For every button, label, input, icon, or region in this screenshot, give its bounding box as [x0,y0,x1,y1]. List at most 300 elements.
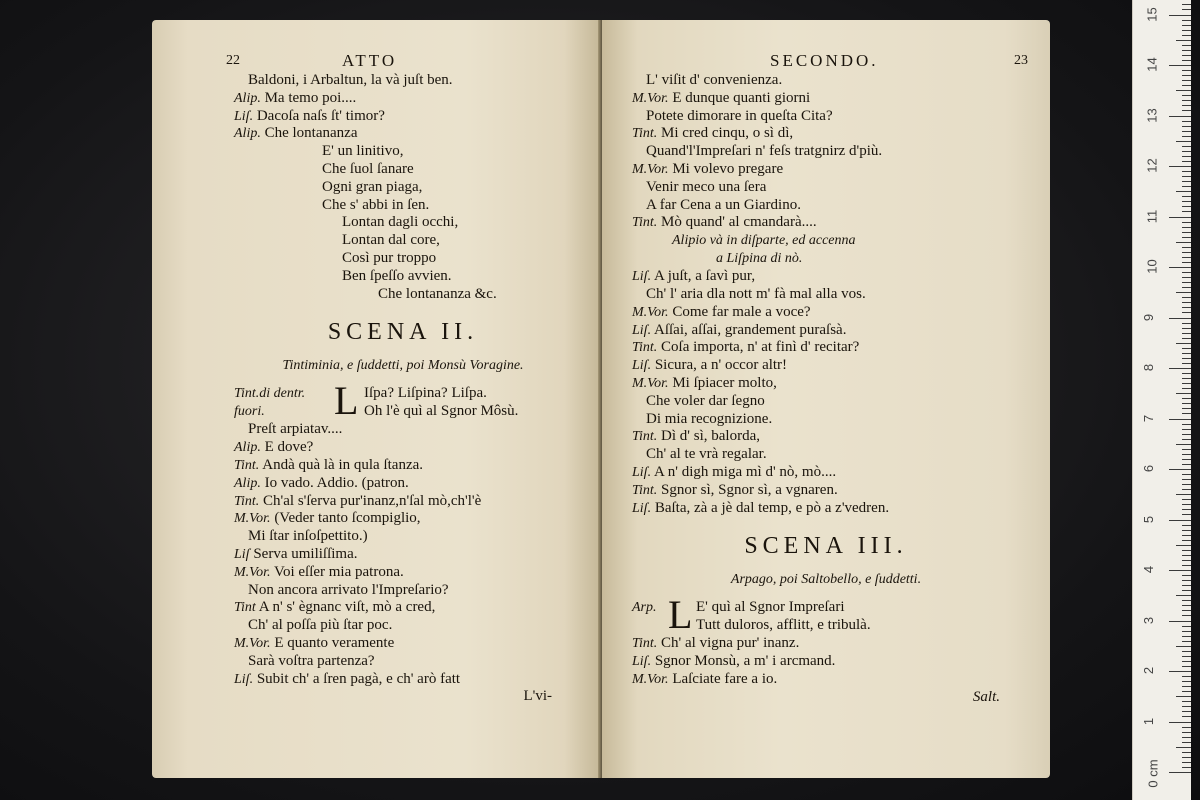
line-text: Sgnor sì, Sgnor sì, a vgnaren. [661,481,838,498]
ruler-tick [1169,671,1191,672]
line-text: A n' s' ègnanc viſt, mò a cred, [258,599,436,616]
ruler-tick [1182,60,1191,61]
line-text: Voi eſſer mia patrona. [274,563,404,580]
text-line [632,72,1020,90]
ruler-tick [1182,181,1191,182]
speaker-label: M.Vor. [234,635,271,651]
ruler-tick [1182,701,1191,702]
speaker-label: M.Vor. [234,564,271,580]
ruler-tick [1182,121,1191,122]
line-text: Andà quà là in qula ſtanza. [262,456,424,473]
speaker-label: Alip. [234,440,261,456]
ruler-tick [1182,353,1191,354]
ruler-tick [1182,656,1191,657]
speaker-label: Tint. [632,340,658,356]
line-text: Preſt arpiatav.... [248,421,343,438]
speaker-label: Liſ. [632,322,652,338]
ruler-tick [1176,393,1191,394]
line-text: (Veder tanto ſcompiglio, [274,510,421,527]
ruler-tick [1182,575,1191,576]
ruler-tick [1182,50,1191,51]
ruler-tick [1182,323,1191,324]
ruler-tick [1182,489,1191,490]
page-number-right: 23 [1014,53,1028,68]
ruler-tick [1176,494,1191,495]
running-head-left [226,51,572,72]
line-text: Subit ch' a ſren pagà, e ch' arò fatt [256,670,461,687]
speaker-label: Alip. [234,126,261,142]
ruler-tick [1182,560,1191,561]
ruler-tick [1182,403,1191,404]
line-text: Venir meco una ſera [646,178,767,195]
speaker-label: Liſ. [632,358,652,374]
ruler-tick [1182,651,1191,652]
ruler-number: 1 [1141,717,1157,725]
speaker-label: M.Vor. [632,90,669,106]
ruler-tick [1182,742,1191,743]
text-line [632,464,1020,482]
ruler-tick [1182,525,1191,526]
ruler-tick [1182,600,1191,601]
ruler-tick [1182,555,1191,556]
ruler-tick [1182,434,1191,435]
drop-tag-1: Tint.di dentr. [234,386,306,402]
line-text: Sicura, a n' occor altr! [654,357,788,374]
ruler-tick [1182,479,1191,480]
drop-line-2-right: Tutt duloros, afflitt, e tribulà. [696,617,871,634]
ruler-tick [1182,363,1191,364]
ruler-tick [1182,307,1191,308]
line-text: E dunque quanti giorni [672,89,811,106]
line-text: Quand'l'Impreſari n' feſs tratgnirz d'più. [646,143,883,160]
ruler-tick [1182,398,1191,399]
text-line [632,446,1020,464]
ruler-tick [1176,343,1191,344]
stage-direction-mid-2: a Liſpina di nò. [716,251,803,267]
line-text: Ch' al poſſa più ſtar poc. [248,617,393,634]
ruler-number: 7 [1141,414,1157,422]
speaker-label: M.Vor. [234,511,271,527]
ruler-tick [1182,302,1191,303]
speaker-label: Liſ. [632,464,652,480]
measurement-ruler [1132,0,1191,800]
speaker-label: Tint. [632,215,658,231]
ruler-tick [1182,504,1191,505]
ruler-tick [1169,166,1191,167]
ruler-tick [1182,171,1191,172]
ruler-tick [1182,610,1191,611]
drop-cap-initial-right: L [668,592,693,638]
speaker-label: Liſ. [234,108,254,124]
line-text: Potete dimorare in queſta Cita? [646,107,833,124]
ruler-tick [1182,439,1191,440]
speaker-label: Liſ [234,546,250,562]
ruler-tick [1182,424,1191,425]
drop-tag-right: Arp. [632,600,657,616]
ruler-tick [1182,262,1191,263]
ruler-tick [1182,136,1191,137]
text-line [234,528,572,546]
ruler-tick [1182,131,1191,132]
line-text: Serva umiliſſima. [253,545,358,562]
ruler-tick [1182,146,1191,147]
ruler-tick [1182,110,1191,111]
speaker-label: Tint. [632,636,658,652]
right-lines-top [632,72,1020,232]
text-line [632,671,1020,689]
text-line [632,357,1020,375]
ruler-tick [1182,9,1191,10]
verse-line: Così pur troppo [342,249,437,266]
ruler-tick [1182,176,1191,177]
catchword-right: Salt. [972,688,1000,705]
ruler-tick [1182,277,1191,278]
ruler-tick [1176,747,1191,748]
left-page [152,20,600,778]
ruler-tick [1182,287,1191,288]
ruler-tick [1182,55,1191,56]
verse-line: E' un linitivo, [322,143,404,160]
ruler-tick [1176,90,1191,91]
right-lines-mid [632,268,1020,517]
ruler-tick [1182,30,1191,31]
ruler-number: 15 [1144,6,1160,22]
text-line [632,339,1020,357]
catchword-left: L'vi- [523,688,552,705]
line-text: Baldoni, i Arbaltun, la và juſt ben. [248,72,453,88]
ruler-tick [1182,105,1191,106]
ruler-tick [1182,530,1191,531]
running-head-word-right: SECONDO. [770,51,879,70]
verse-line: Lontan dal core, [342,232,440,249]
left-lines-bottom [234,421,572,688]
ruler-tick [1169,570,1191,571]
ruler-tick [1169,217,1191,218]
ruler-tick [1182,631,1191,632]
text-line [234,599,572,617]
ruler-tick [1169,318,1191,319]
ruler-tick [1182,328,1191,329]
line-text: Laſciate fare a io. [672,670,778,687]
ruler-tick [1182,550,1191,551]
line-text: Dì d' sì, balorda, [661,428,760,445]
line-text: Mi ſpiacer molto, [672,374,777,391]
text-line [234,90,572,108]
text-line [234,546,572,564]
text-line [234,653,572,671]
ruler-tick [1182,257,1191,258]
speaker-label: M.Vor. [632,375,669,391]
ruler-tick [1182,4,1191,5]
ruler-tick [1182,641,1191,642]
ruler-tick [1182,626,1191,627]
scene-stage-direction-right: Arpago, poi Saltobello, e ſuddetti. [730,572,922,588]
ruler-tick [1182,126,1191,127]
ruler-tick [1182,464,1191,465]
line-text: Non ancora arrivato l'Impreſario? [248,581,449,598]
ruler-tick [1182,691,1191,692]
line-text: A far Cena a un Giardino. [646,196,801,213]
ruler-tick [1169,520,1191,521]
running-head-word-left: ATTO [342,51,398,70]
ruler-tick [1182,75,1191,76]
ruler-tick [1182,80,1191,81]
ruler-tick [1182,676,1191,677]
ruler-tick [1182,449,1191,450]
speaker-label: Alip. [234,90,261,106]
ruler-tick [1182,484,1191,485]
ruler-number: 13 [1144,107,1160,123]
ruler-number: 11 [1144,209,1160,223]
text-line [234,125,572,143]
ruler-tick [1182,333,1191,334]
line-text: E dove? [264,439,314,456]
line-text: Dacoſa naſs ſt' timor? [256,107,385,124]
text-line [234,72,572,90]
line-text: Che lontananza [264,125,358,142]
ruler-number: 14 [1144,57,1160,72]
ruler-tick [1182,732,1191,733]
verse-inner-block [234,214,572,285]
speaker-label: Liſ. [234,671,254,687]
ruler-tick [1182,737,1191,738]
ruler-tick [1182,272,1191,273]
ruler-tick [1182,70,1191,71]
drop-line-1-right: E' quì al Sgnor Impreſari [696,599,845,616]
ruler-unit-label: 0 cm [1145,759,1161,788]
ruler-tick [1169,772,1191,773]
ruler-tick [1182,767,1191,768]
ruler-tick [1169,368,1191,369]
ruler-tick [1182,666,1191,667]
text-line [632,125,1020,143]
ruler-tick [1182,752,1191,753]
ruler-tick [1182,408,1191,409]
scene-title-left: SCENA II. [327,319,479,346]
ruler-number: 12 [1144,158,1160,173]
drop-tag-2: fuori. [234,404,265,420]
ruler-number: 9 [1141,313,1157,321]
line-text: Mò quand' al cmandarà.... [661,214,817,231]
ruler-tick [1182,535,1191,536]
ruler-tick [1182,378,1191,379]
text-line [632,268,1020,286]
text-line [632,90,1020,108]
text-line [234,582,572,600]
ruler-tick [1176,191,1191,192]
verse-block [234,143,572,214]
ruler-tick [1182,686,1191,687]
line-text: Ma temo poi.... [264,89,357,106]
speaker-label: Liſ. [632,500,652,516]
speaker-label: M.Vor. [632,304,669,320]
text-line [234,617,572,635]
text-line [632,635,1020,653]
ruler-tick [1182,459,1191,460]
ruler-tick [1182,297,1191,298]
ruler-tick [1182,373,1191,374]
text-line [632,108,1020,126]
line-text: A n' digh miga mì d' nò, mò.... [654,463,837,480]
text-line [234,671,572,689]
ruler-tick [1176,141,1191,142]
line-text: Ch' l' aria dla nott m' fà mal alla vos. [646,285,866,302]
text-line [632,428,1020,446]
line-text: Sarà voſtra partenza? [248,652,375,669]
text-line [234,635,572,653]
text-line [632,304,1020,322]
ruler-tick [1176,242,1191,243]
text-line [234,510,572,528]
ruler-tick [1182,727,1191,728]
ruler-tick [1182,211,1191,212]
line-text: Di mia recognizione. [646,410,773,427]
line-text: Io vado. Addio. (patron. [264,474,409,491]
text-line [632,482,1020,500]
text-line [234,493,572,511]
ruler-tick [1182,636,1191,637]
speaker-label: M.Vor. [632,671,669,687]
ruler-tick [1169,267,1191,268]
text-line [632,500,1020,518]
ruler-tick [1182,565,1191,566]
ruler-tick [1182,196,1191,197]
ruler-tick [1182,358,1191,359]
ruler-tick [1182,247,1191,248]
ruler-tick [1182,252,1191,253]
ruler-tick [1182,454,1191,455]
line-text: Baſta, zà a jè dal temp, e pò a z'vedren. [654,499,890,516]
text-line [234,457,572,475]
speaker-label: Tint. [632,429,658,445]
text-line [234,475,572,493]
text-line [234,108,572,126]
drop-cap-initial: L [334,378,359,424]
ruler-tick [1176,595,1191,596]
ruler-number: 10 [1144,259,1160,274]
verse-line: Lontan dagli occhi, [342,214,459,231]
ruler-tick [1176,545,1191,546]
ruler-tick [1182,514,1191,515]
right-page [602,20,1050,778]
ruler-tick [1169,65,1191,66]
running-head-right [632,51,1028,72]
speaker-label: Alip. [234,475,261,491]
ruler-tick [1182,156,1191,157]
ruler-tick [1182,580,1191,581]
ruler-tick [1169,469,1191,470]
ruler-tick [1182,25,1191,26]
ruler-tick [1169,419,1191,420]
ruler-tick [1182,186,1191,187]
open-book [152,20,1050,778]
ruler-tick [1169,15,1191,16]
line-text: Aſſai, aſſai, grandement puraſsà. [654,321,847,338]
text-line [632,411,1020,429]
ruler-tick [1182,499,1191,500]
text-line [632,393,1020,411]
ruler-tick [1169,116,1191,117]
ruler-tick [1169,621,1191,622]
ruler-tick [1182,605,1191,606]
ruler-number: 8 [1141,363,1157,372]
ruler-tick [1182,615,1191,616]
stage-direction-mid-1: Alipio và in diſparte, ed accenna [672,233,856,249]
ruler-tick [1182,388,1191,389]
speaker-label: Liſ. [632,654,652,670]
text-line [632,286,1020,304]
scene-stage-direction-left: Tintiminia, e ſuddetti, poi Monsù Voragine. [282,358,524,374]
ruler-number: 4 [1141,565,1157,574]
ruler-tick [1176,444,1191,445]
line-text: Ch' al vigna pur' inanz. [661,635,800,652]
ruler-tick [1182,201,1191,202]
scene-title-right: SCENA III. [744,533,908,560]
text-line [632,375,1020,393]
speaker-label: Tint. [632,482,658,498]
ruler-tick [1182,20,1191,21]
ruler-tick [1182,95,1191,96]
ruler-tick [1182,413,1191,414]
line-text: Come far male a voce? [672,303,811,320]
ruler-tick [1182,222,1191,223]
ruler-tick [1182,232,1191,233]
drop-cap-block-right [632,592,1020,638]
speaker-label: Liſ. [632,269,652,285]
verse-end-line: Che lontananza &c. [378,285,497,302]
ruler-tick [1182,85,1191,86]
verse-line: Ogni gran piaga, [322,178,423,195]
ruler-tick [1182,206,1191,207]
ruler-tick [1169,722,1191,723]
line-text: Coſa importa, n' at finì d' recitar? [661,339,860,356]
speaker-label: M.Vor. [632,161,669,177]
ruler-number: 2 [1141,666,1157,675]
ruler-tick [1182,757,1191,758]
text-line [632,653,1020,671]
speaker-label: Tint [234,600,256,616]
page-number-left: 22 [226,53,240,68]
text-line [632,197,1020,215]
ruler-tick [1182,590,1191,591]
ruler-tick [1182,100,1191,101]
ruler-tick [1182,282,1191,283]
ruler-number: 3 [1141,616,1157,624]
ruler-tick [1182,585,1191,586]
speaker-label: Tint. [234,493,260,509]
text-line [234,564,572,582]
text-line [632,214,1020,232]
line-text: Mi ſtar inſoſpettito.) [248,528,368,545]
ruler-tick [1176,292,1191,293]
line-text: Mi volevo pregare [672,160,784,177]
ruler-tick [1182,338,1191,339]
verse-line: Che s' abbi in ſen. [322,196,430,213]
verse-line: Che ſuol ſanare [322,160,414,177]
ruler-tick [1182,540,1191,541]
text-line [632,161,1020,179]
ruler-tick [1182,161,1191,162]
ruler-tick [1182,661,1191,662]
ruler-tick [1182,237,1191,238]
ruler-tick [1182,706,1191,707]
line-text: Ch' al te vrà regalar. [646,446,767,463]
ruler-tick [1182,681,1191,682]
line-text: Ch'al s'ſerva pur'inanz,n'ſal mò,ch'l'è [263,492,482,509]
ruler-tick [1176,646,1191,647]
drop-line-1: Iſpa? Liſpina? Liſpa. [364,385,487,402]
line-text: Sgnor Monsù, a m' i arcmand. [654,653,836,670]
